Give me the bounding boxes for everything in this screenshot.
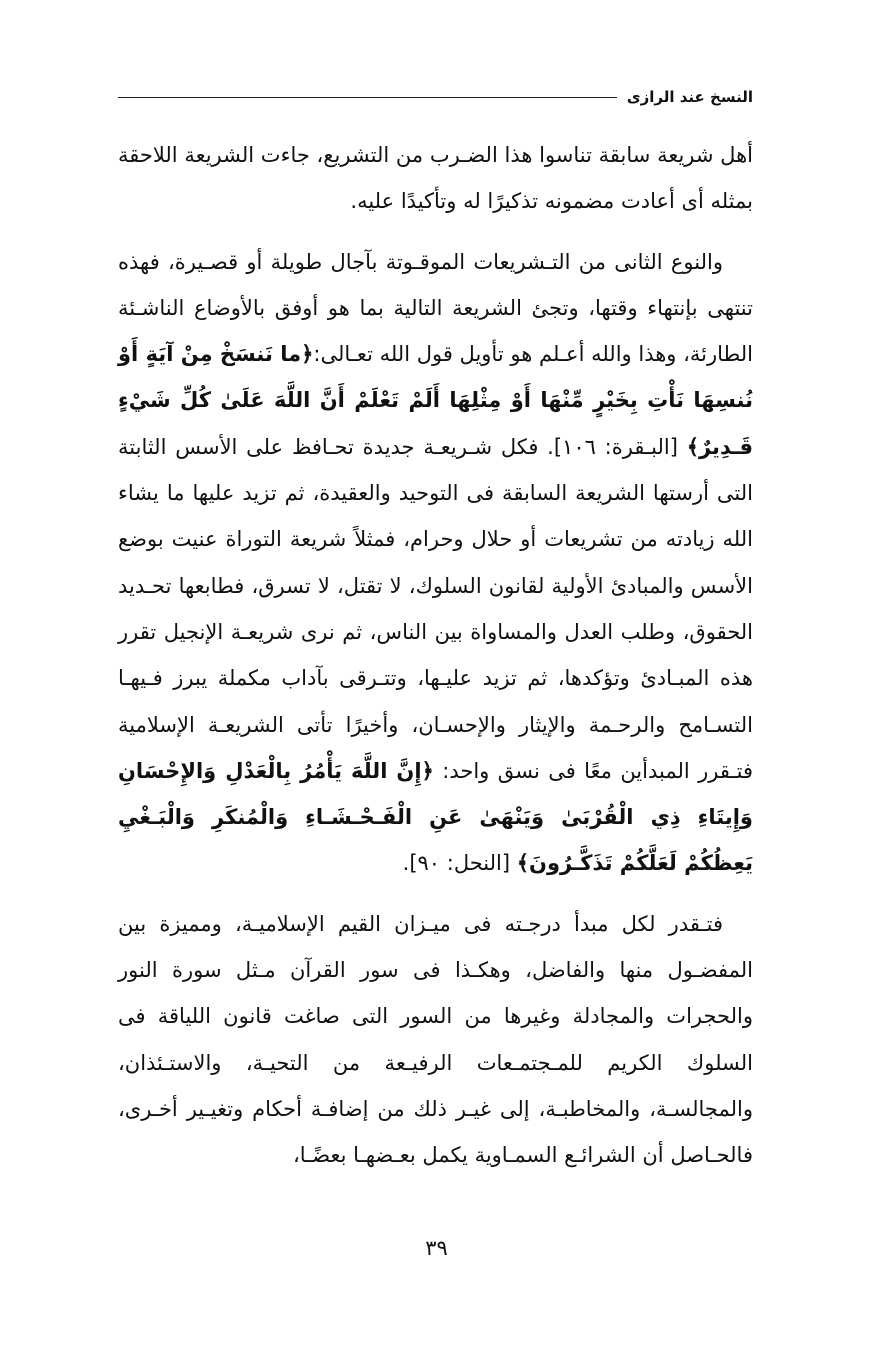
paragraph-2-end: [النحل: ٩٠]. <box>402 851 517 876</box>
running-title: النسخ عند الرازى <box>626 88 753 106</box>
header-rule <box>118 97 617 98</box>
body-text <box>118 132 753 1179</box>
quran-verse-nahl: ﴿إِنَّ اللَّهَ يَأْمُرُ بِالْعَدْلِ وَالإِحْسَانِ وَإِيتَاءِ ذِي الْقُرْبَىٰ وَيَنْهَىٰ عَنِ الْفَـحْـشَـاءِ وَالْمُنكَرِ وَالْبَـغْيِ يَعِظُكُمْ لَعَلَّكُمْ تَذَكَّـرُونَ﴾ <box>118 758 753 876</box>
running-header <box>118 88 753 106</box>
paragraph-3: فتـقدر لكل مبدأ درجـته فى ميـزان القيم الإسلاميـة، ومميزة بين المفضـول منها والفاضل، وهكـذا فى سور القرآن مـثل سورة النور والحجرات والمجادلة وغيرها من السور التى صاغت قانون اللياقة فى السلوك الكريم للمـجتمـعات الرفيـعة من التحيـة، والاستـئذان، والمجالسـة، والمخاطبـة، إلى غيـر ذلك من إضافـة أحكام وتغيـير أخـرى، فالحـاصل أن الشرائـع السمـاوية يكمل بعـضهـا بعضًـا، <box>118 911 753 1168</box>
quran-verse-baqarah: ﴿ما نَنسَخْ مِنْ آيَةٍ أَوْ نُنسِهَا نَأْتِ بِخَيْرٍ مِّنْهَا أَوْ مِثْلِهَا أَلَمْ تَعْلَمْ أَنَّ اللَّهَ عَلَىٰ كُلِّ شَيْءٍ قَـدِيرٌ﴾ <box>118 342 753 459</box>
paragraph-2 <box>118 239 753 887</box>
paragraph-2-intro: والنوع الثانى من التـشريعات الموقـوتة بآجال طويلة أو قصـيرة، فهذه تنتهى بإنتهاء وقتها، وتجئ الشريعة التالية بما هو أوفق بالأوضاع الناشـئة الطارئة، وهذا والله أعـلم هو تأويل قول الله تعـالى: <box>118 249 753 367</box>
paragraph-2-middle: [البـقرة: ١٠٦]. فكل شـريعـة جديدة تحـافظ على الأسس الثابتة التى أرستها الشريعة السابقة فى التوحيد والعقيدة، ثم تزيد عليها ما يشاء الله زيادته من تشريعات أو حلال وحرام، فمثلاً شريعة التوراة عنيت بوضع الأسس والمبادئ الأولية لقانون السلوك، لا تقتل، لا تسرق، فطابعها تحـديد الحقوق، وطلب العدل والمساواة بين الناس، ثم نرى شريعـة الإنجيل تقرر هذه المبـادئ وتؤكدها، ثم تزيد عليـها، وتتـرقى بآداب مكملة يبرز فـيهـا التسـامح والرحـمة والإيثار والإحسـان، وأخيرًا تأتى الشريعـة الإسلامية فتـقرر المبدأين معًا فى نسق واحد: <box>118 434 753 783</box>
page-number: ٣٩ <box>425 1236 448 1260</box>
paragraph-1: أهل شريعة سابقة تناسوا هذا الضـرب من التشريع، جاءت الشريعة اللاحقة بمثله أى أعادت مضمونه تذكيرًا له وتأكيدًا عليه. <box>118 143 753 214</box>
